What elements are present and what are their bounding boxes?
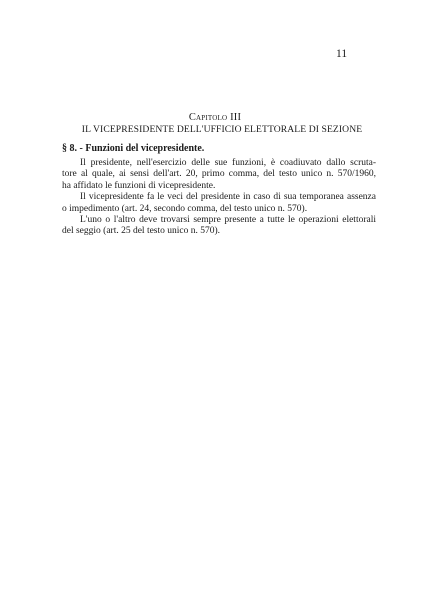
- text-line: o impedimento (art. 24, secondo comma, del testo unico n. 570).: [62, 203, 308, 214]
- text-line: L'uno o l'altro deve trovarsi sempre presente a tutte le operazioni elettorali: [80, 215, 376, 226]
- page-number: 11: [336, 48, 348, 60]
- paragraph: [62, 215, 376, 238]
- text-line: Il vicepresidente fa le veci del presidente in caso di sua temporanea assenza: [80, 192, 376, 203]
- section-heading: § 8. - Funzioni del vicepresidente.: [62, 143, 205, 154]
- text-line: tore al quale, ai sensi dell'art. 20, primo comma, del testo unico n. 570/1960,: [62, 169, 376, 180]
- text-line: Il presidente, nell'esercizio delle sue funzioni, è coadiuvato dallo scruta-: [80, 158, 376, 168]
- text-line: del seggio (art. 25 del testo unico n. 570).: [62, 226, 221, 237]
- paragraph: [62, 192, 376, 215]
- body-text: [62, 158, 376, 238]
- chapter-label: Capitolo III: [188, 112, 242, 123]
- text-line: ha affidato le funzioni di vicepresidente.: [62, 180, 216, 191]
- paragraph: [62, 158, 376, 192]
- chapter-title: IL VICEPRESIDENTE DELL'UFFICIO ELETTORALE DI SEZIONE: [81, 124, 363, 135]
